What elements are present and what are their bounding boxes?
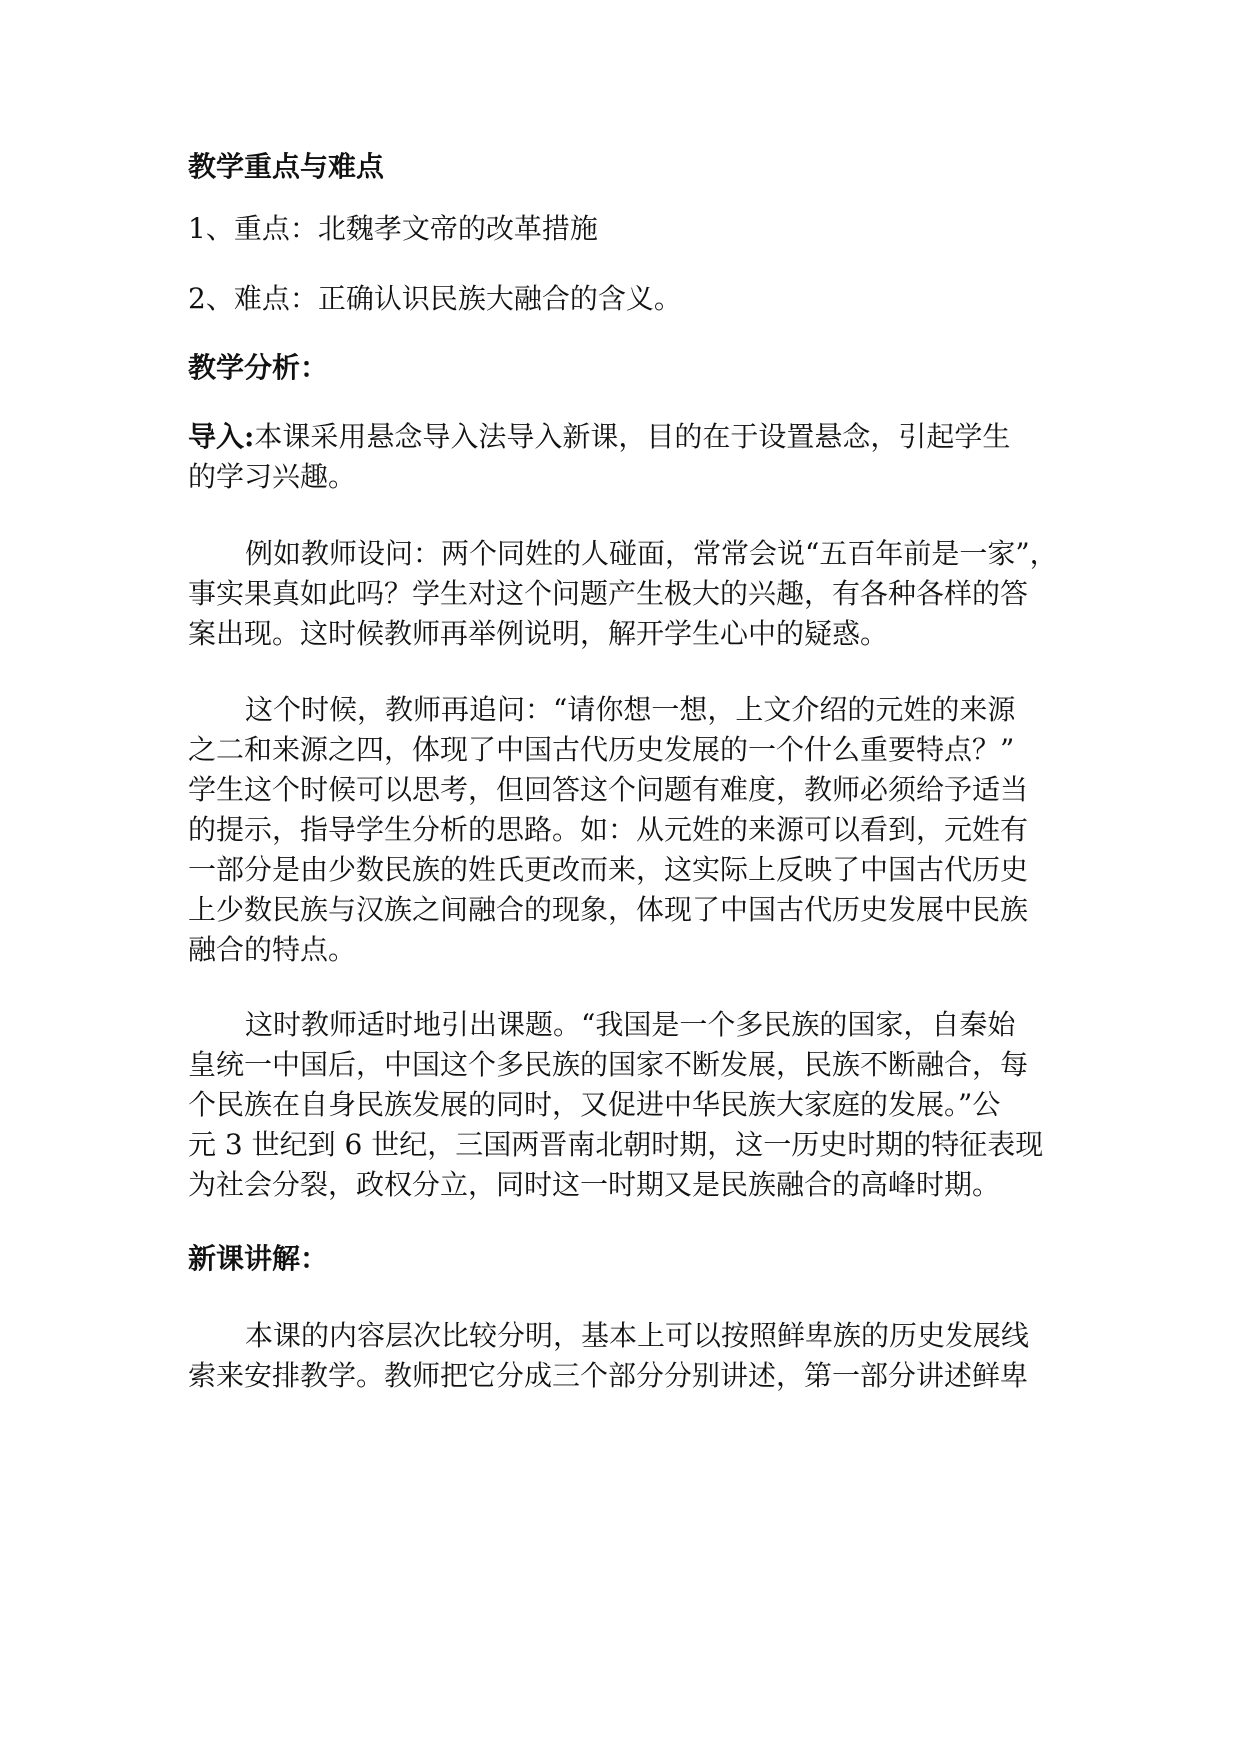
intro-line-1	[188, 420, 1010, 454]
topic-line: 为社会分裂，政权分立，同时这一时期又是民族融合的高峰时期。	[188, 1168, 1001, 1201]
example-line: 例如教师设问：两个同姓的人碰面，常常会说“五百年前是一家”，	[245, 537, 1058, 570]
intro-label: 导入:	[188, 420, 255, 453]
heading-new-lesson: 新课讲解：	[188, 1242, 329, 1275]
key-point-2: 2、难点：正确认识民族大融合的含义。	[188, 282, 682, 315]
followup-line: 融合的特点。	[188, 933, 357, 966]
example-line: 事实果真如此吗？学生对这个问题产生极大的兴趣，有各种各样的答	[188, 577, 1029, 610]
followup-line: 的提示，指导学生分析的思路。如：从元姓的来源可以看到，元姓有	[188, 813, 1029, 846]
intro-text: 本课采用悬念导入法导入新课，目的在于设置悬念，引起学生	[254, 420, 1011, 453]
heading-key-points: 教学重点与难点	[188, 150, 385, 183]
lesson-line: 索来安排教学。教师把它分成三个部分分别讲述，第一部分讲述鲜卑	[188, 1359, 1029, 1392]
topic-line: 个民族在自身民族发展的同时，又促进中华民族大家庭的发展。”公	[188, 1088, 1001, 1121]
followup-line: 上少数民族与汉族之间融合的现象，体现了中国古代历史发展中民族	[188, 893, 1029, 926]
followup-line: 一部分是由少数民族的姓氏更改而来，这实际上反映了中国古代历史	[188, 853, 1029, 886]
heading-analysis: 教学分析：	[188, 351, 329, 384]
topic-line: 皇统一中国后，中国这个多民族的国家不断发展，民族不断融合，每	[188, 1048, 1029, 1081]
followup-line: 这个时候，教师再追问：“请你想一想，上文介绍的元姓的来源	[245, 693, 1016, 726]
lesson-line: 本课的内容层次比较分明，基本上可以按照鲜卑族的历史发展线	[245, 1319, 1030, 1352]
followup-line: 之二和来源之四，体现了中国古代历史发展的一个什么重要特点？”	[188, 733, 1015, 766]
followup-line: 学生这个时候可以思考，但回答这个问题有难度，教师必须给予适当	[188, 773, 1029, 806]
key-point-1: 1、重点：北魏孝文帝的改革措施	[188, 212, 598, 245]
topic-line: 元 3 世纪到 6 世纪，三国两晋南北朝时期，这一历史时期的特征表现	[188, 1128, 1044, 1161]
intro-line-2: 的学习兴趣。	[188, 460, 357, 493]
topic-line: 这时教师适时地引出课题。“我国是一个多民族的国家，自秦始	[245, 1008, 1016, 1041]
example-line: 案出现。这时候教师再举例说明，解开学生心中的疑惑。	[188, 617, 889, 650]
